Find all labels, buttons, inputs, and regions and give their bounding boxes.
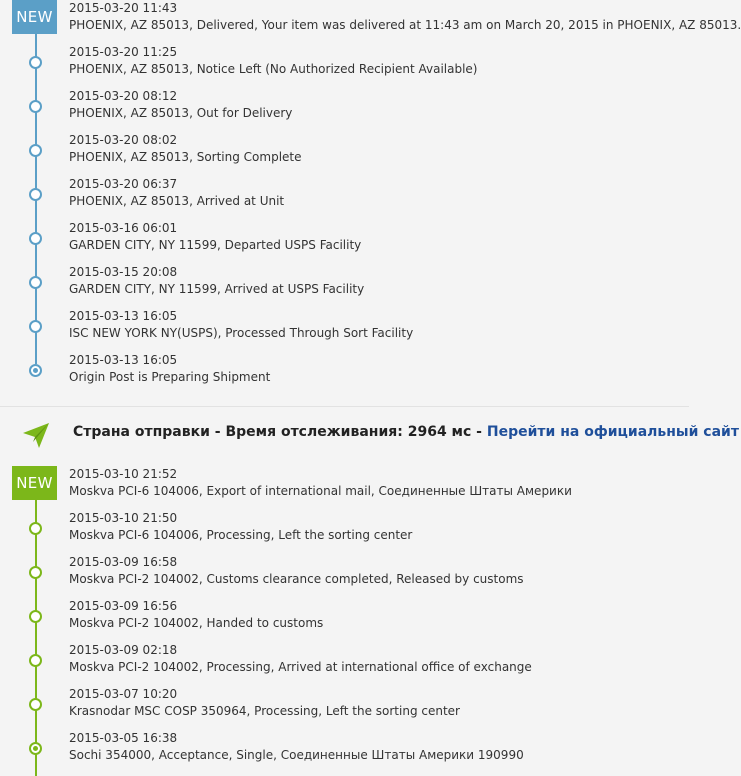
event-description: Moskva PCI-2 104002, Handed to customs xyxy=(69,616,324,630)
event-time: 2015-03-20 08:12 xyxy=(69,89,178,103)
timeline-dot-icon xyxy=(29,320,42,333)
event-time: 2015-03-09 02:18 xyxy=(69,643,178,657)
timeline-dot-icon xyxy=(29,698,42,711)
tracking-event xyxy=(69,308,689,352)
event-description: GARDEN CITY, NY 11599, Arrived at USPS Facility xyxy=(69,282,365,296)
origin-timeline xyxy=(0,466,689,768)
timeline-dot-icon xyxy=(29,56,42,69)
timeline-dot-icon xyxy=(29,276,42,289)
event-description: PHOENIX, AZ 85013, Notice Left (No Authorized Recipient Available) xyxy=(69,62,478,76)
event-time: 2015-03-20 11:25 xyxy=(69,45,178,59)
timeline-dot-icon xyxy=(29,144,42,157)
paper-plane-icon xyxy=(22,421,50,449)
event-time: 2015-03-09 16:56 xyxy=(69,599,178,613)
event-description: Sochi 354000, Acceptance, Single, Соединенные Штаты Америки 190990 xyxy=(69,748,524,762)
tracking-event xyxy=(69,264,689,308)
timeline-dot-icon xyxy=(29,566,42,579)
official-site-link[interactable]: Перейти на официальный сайт xyxy=(486,424,739,440)
event-time: 2015-03-05 16:38 xyxy=(69,731,178,745)
event-description: Krasnodar MSC COSP 350964, Processing, Left the sorting center xyxy=(69,704,460,718)
tracking-event xyxy=(69,220,689,264)
origin-country-header xyxy=(0,406,739,459)
tracking-event xyxy=(69,176,689,220)
tracking-event xyxy=(69,730,689,774)
event-time: 2015-03-20 06:37 xyxy=(69,177,178,191)
timeline-line xyxy=(35,496,37,776)
event-description: PHOENIX, AZ 85013, Delivered, Your item was delivered at 11:43 am on March 20, 2015 in PHOENIX, AZ 85013. xyxy=(69,18,741,32)
timeline-dot-icon xyxy=(29,610,42,623)
event-description: PHOENIX, AZ 85013, Sorting Complete xyxy=(69,150,302,164)
tracking-event xyxy=(69,88,689,132)
timeline-dot-icon xyxy=(29,522,42,535)
event-time: 2015-03-13 16:05 xyxy=(69,309,178,323)
event-time: 2015-03-13 16:05 xyxy=(69,353,178,367)
event-description: Moskva PCI-6 104006, Processing, Left the sorting center xyxy=(69,528,413,542)
event-time: 2015-03-20 08:02 xyxy=(69,133,178,147)
timeline-end-dot-icon xyxy=(29,742,42,755)
tracking-event xyxy=(69,44,689,88)
timeline-dot-icon xyxy=(29,100,42,113)
event-description: Origin Post is Preparing Shipment xyxy=(69,370,271,384)
tracking-event xyxy=(69,686,689,730)
origin-header-text xyxy=(73,424,739,440)
tracking-event xyxy=(69,598,689,642)
timeline-end-dot-icon xyxy=(29,364,42,377)
event-time: 2015-03-15 20:08 xyxy=(69,265,178,279)
event-time: 2015-03-20 11:43 xyxy=(69,1,178,15)
event-description: Moskva PCI-2 104002, Customs clearance completed, Released by customs xyxy=(69,572,524,586)
tracking-event xyxy=(69,466,689,510)
event-description: PHOENIX, AZ 85013, Out for Delivery xyxy=(69,106,293,120)
event-description: ISC NEW YORK NY(USPS), Processed Through Sort Facility xyxy=(69,326,414,340)
timeline-dot-icon xyxy=(29,654,42,667)
event-description: PHOENIX, AZ 85013, Arrived at Unit xyxy=(69,194,285,208)
event-time: 2015-03-10 21:52 xyxy=(69,467,178,481)
event-time: 2015-03-10 21:50 xyxy=(69,511,178,525)
event-description: GARDEN CITY, NY 11599, Departed USPS Facility xyxy=(69,238,362,252)
event-description: Moskva PCI-6 104006, Export of international mail, Соединенные Штаты Америки xyxy=(69,484,572,498)
event-time: 2015-03-09 16:58 xyxy=(69,555,178,569)
tracking-event xyxy=(69,510,689,554)
event-time: 2015-03-07 10:20 xyxy=(69,687,178,701)
timeline-dot-icon xyxy=(29,232,42,245)
timeline-dot-icon xyxy=(29,188,42,201)
event-time: 2015-03-16 06:01 xyxy=(69,221,178,235)
tracking-event xyxy=(69,352,689,396)
event-description: Moskva PCI-2 104002, Processing, Arrived at international office of exchange xyxy=(69,660,532,674)
origin-header-label: Страна отправки - Время отслеживания: 2964 мс - xyxy=(73,424,487,440)
tracking-event xyxy=(69,554,689,598)
tracking-event xyxy=(69,642,689,686)
tracking-event xyxy=(69,132,689,176)
new-badge: NEW xyxy=(12,0,57,34)
tracking-event xyxy=(69,0,741,44)
new-badge: NEW xyxy=(12,466,57,500)
